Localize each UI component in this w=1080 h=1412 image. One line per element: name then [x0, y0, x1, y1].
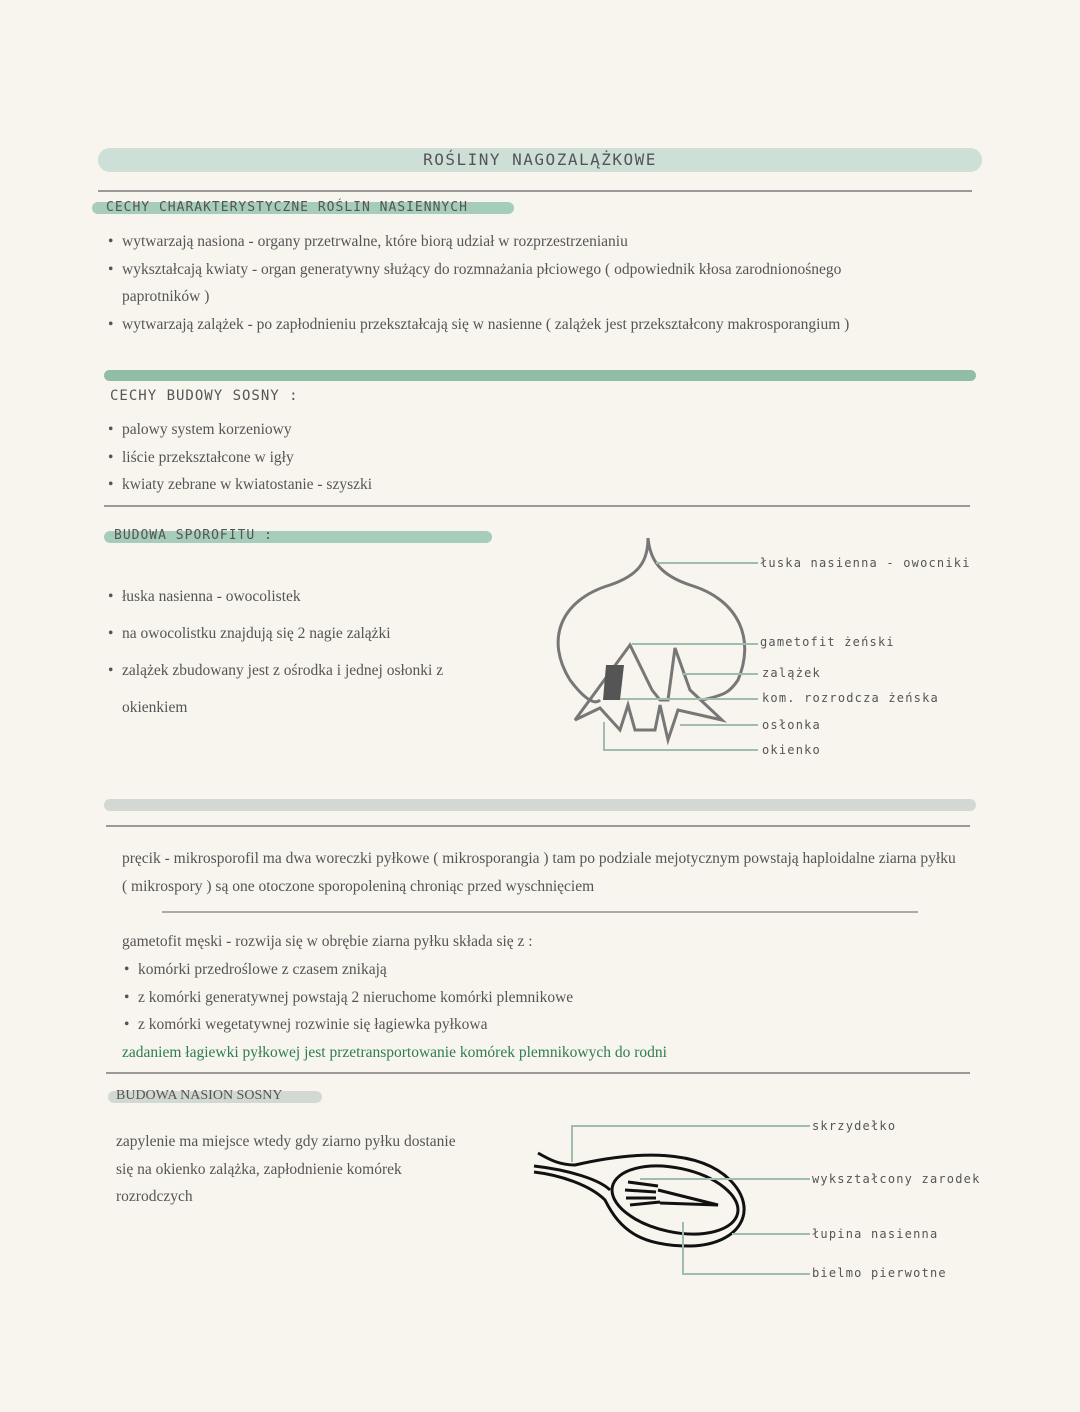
stamen-paragraph: pręcik - mikrosporofil ma dwa woreczki pyłkowe ( mikrosporangia ) tam po podziale mejotycznym powstają haploidalne ziarna pyłku ( mikrospory ) są one otoczone sporopoleniną chroniąc przed wyschnięciem	[122, 850, 956, 895]
pollination-paragraph: zapylenie ma miejsce wtedy gdy ziarno pyłku dostanie się na okienko zalążka, zapłodnienie komórek rozrodczych	[116, 1133, 456, 1205]
label-endosperm: bielmo pierwotne	[812, 1266, 947, 1280]
label-wing: skrzydełko	[812, 1119, 897, 1133]
divider	[106, 825, 970, 827]
section-heading-pine: CECHY BUDOWY SOSNY :	[110, 388, 299, 404]
list-item: • komórki przedroślowe z czasem znikają	[124, 956, 884, 984]
label-embryo: wykształcony zarodek	[812, 1172, 981, 1186]
male-gametophyte-list	[124, 956, 884, 1039]
list-item: • wytwarzają zalążek - po zapłodnieniu przekształcają się w nasienne ( zalążek jest przekształcony makrosporangium )	[108, 311, 888, 339]
list-item: • z komórki wegetatywnej rozwinie się łagiewka pyłkowa	[124, 1011, 884, 1039]
list-item: • z komórki generatywnej powstają 2 nieruchome komórki plemnikowe	[124, 984, 884, 1012]
sporophyte-label-lines	[604, 563, 758, 750]
label-female-cell: kom. rozrodcza żeńska	[762, 691, 939, 705]
list-item: • liście przekształcone w igły	[108, 444, 708, 472]
section-heading-sporophyte: BUDOWA SPOROFITU :	[114, 528, 273, 543]
seed-label-lines	[572, 1126, 810, 1274]
list-item: • łuska nasienna - owocolistek	[108, 578, 468, 615]
male-gametophyte-intro: gametofit męski - rozwija się w obrębie ziarna pyłku składa się z :	[122, 933, 533, 950]
label-micropyle: okienko	[762, 743, 821, 757]
label-seed-coat: łupina nasienna	[812, 1227, 939, 1241]
section-heading-seed-plants: CECHY CHARAKTERYSTYCZNE ROŚLIN NASIENNYCH	[106, 200, 468, 215]
list-item: • wykształcają kwiaty - organ generatywny służący do rozmnażania płciowego ( odpowiednik kłosa zarodnionośnego paprotników )	[108, 256, 888, 311]
label-ovule: zalążek	[762, 666, 821, 680]
pine-seed-diagram	[534, 1153, 744, 1246]
egg-cell	[603, 665, 624, 700]
list-item: • kwiaty zebrane w kwiatostanie - szyszki	[108, 471, 708, 499]
list-item: • palowy system korzeniowy	[108, 416, 708, 444]
label-integument: osłonka	[762, 718, 821, 732]
seed-scale-diagram	[558, 538, 745, 740]
list-item: • zalążek zbudowany jest z ośrodka i jednej osłonki z okienkiem	[108, 652, 468, 726]
section-heading-seeds: BUDOWA NASION SOSNY	[116, 1088, 283, 1103]
page-title: ROŚLINY NAGOZALĄŻKOWE	[98, 148, 982, 172]
divider	[106, 1072, 970, 1074]
list-item: • na owocolistku znajdują się 2 nagie zalążki	[108, 615, 468, 652]
divider	[162, 911, 918, 913]
label-female-gametophyte: gametofit żeński	[760, 635, 895, 649]
list-item: • wytwarzają nasiona - organy przetrwalne, które biorą udział w rozprzestrzenianiu	[108, 228, 888, 256]
divider	[104, 799, 976, 811]
label-seed-scale: łuska nasienna - owocniki	[760, 556, 971, 570]
pollen-tube-note: zadaniem łagiewki pyłkowej jest przetransportowanie komórek plemnikowych do rodni	[122, 1044, 667, 1061]
